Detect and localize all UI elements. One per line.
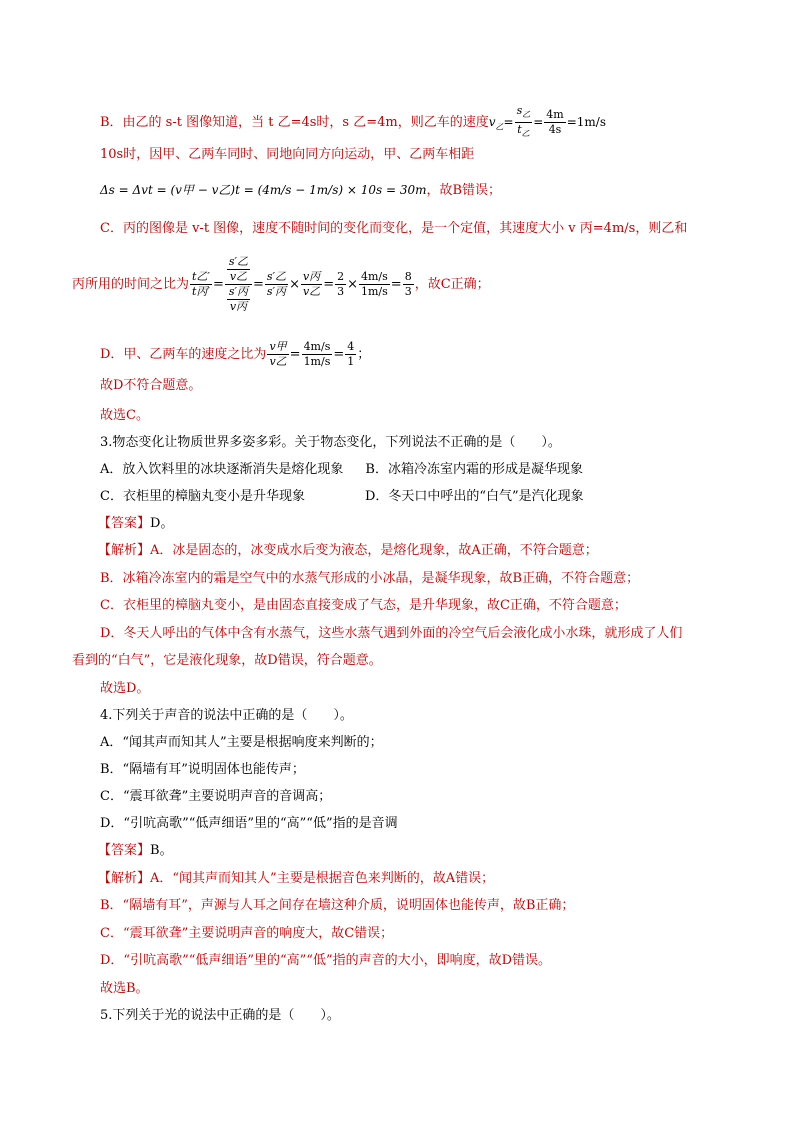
delta-s-formula: Δs = Δvt = (v甲 − v乙)t = (4m/s − 1m/s) × 10s = 30m: [100, 183, 427, 197]
q3-options-row1: [100, 461, 583, 479]
d-f2-n: 4m/s: [303, 340, 331, 353]
frac2-num: 4m: [546, 108, 564, 122]
eq-sign: =: [253, 277, 264, 292]
f3-n: s′乙: [266, 270, 287, 283]
q3-option-c: C．衣柜里的樟脑丸变小是升华现象: [100, 489, 305, 504]
analysis-label: 【解析】: [98, 871, 151, 886]
f6-d: 1m/s: [361, 285, 388, 298]
q4-option-d: D．“引吭高歌”“低声细语”里的“高”“低”指的是音调: [100, 816, 398, 831]
q2-option-b-line2: 10s时，因甲、乙两车同时、同地向同方向运动，甲、乙两车相距: [100, 147, 475, 162]
times-sign: ×: [289, 277, 300, 292]
eq-sign: =: [390, 277, 402, 292]
f4-n: v丙: [302, 270, 321, 283]
q2-option-d-line2: 故D不符合题意。: [100, 378, 202, 393]
q4-option-c: C．“震耳欲聋”主要说明声音的音调高；: [100, 789, 332, 804]
t2: t丙′: [192, 285, 210, 298]
q2-option-c-line1: C．丙的图像是 v-t 图像，速度不随时间的变化而变化，是一个定值，其速度大小 v 丙=4m/s，则乙和: [100, 221, 688, 236]
f7-d: 3: [404, 285, 412, 298]
f5-n: 2: [337, 270, 345, 283]
d-f1-n: v甲: [269, 340, 287, 353]
frac2-den: 4s: [548, 123, 562, 137]
f6-n: 4m/s: [361, 270, 388, 283]
q3-stem: 3.物态变化让物质世界多姿多彩。关于物态变化，下列说法不正确的是（ ）。: [100, 435, 561, 450]
result: =1m/s: [566, 115, 607, 130]
q3-option-a: A．放入饮料里的冰块逐渐消失是熔化现象: [100, 462, 344, 477]
q2-b-text: B．由乙的 s-t 图像知道，当 t 乙=4s时，s 乙=4m，则乙车的速度: [100, 115, 489, 131]
cd-d: v丙: [229, 300, 248, 313]
q2-c-conclusion: ，故C正确；: [414, 277, 490, 292]
fraction-s-ratio: [265, 270, 288, 299]
fraction-4ms-1ms: [359, 270, 390, 299]
cd-n: s′丙: [228, 285, 248, 298]
frac-num: s: [516, 104, 523, 117]
v-letter: v: [488, 115, 496, 130]
q2-d-text: D．甲、乙两车的速度之比为: [100, 347, 267, 362]
answer-value: D。: [150, 516, 174, 531]
fraction-4m-over-4s: [544, 108, 565, 137]
q3-analysis-c: C．衣柜里的樟脑丸变小，是由固态直接变成了气态，是升华现象，故C正确，不符合题意；: [100, 598, 627, 613]
fraction-v-jia-yi: [267, 340, 288, 369]
f5-d: 3: [337, 285, 345, 298]
frac-den-sub: 乙: [521, 129, 530, 139]
v-sub: 乙: [495, 122, 504, 132]
eq-sign: =: [212, 277, 224, 292]
v-symbol: [488, 115, 504, 132]
frac-num-sub: 乙: [522, 110, 531, 120]
q3-choose: 故选D。: [100, 681, 150, 696]
q2-c-text: 丙所用的时间之比为: [72, 277, 190, 292]
analysis-a-text: A．冰是固态的，冰变成水后变为液态，是熔化现象，故A正确，不符合题意；: [150, 543, 598, 558]
q2-b-conclusion: ，故B错误；: [426, 183, 502, 198]
q3-answer: [98, 515, 173, 533]
frac-den: t: [517, 123, 522, 137]
fraction-4ms-1ms-d: [302, 340, 333, 369]
answer-value: B。: [150, 843, 173, 858]
cn-n: s′乙: [228, 255, 248, 268]
q3-options-row2: [100, 488, 584, 506]
d-f1-d: v乙: [269, 355, 287, 368]
d-f3-n: 4: [347, 340, 355, 353]
analysis-a-text: A．“闻其声而知其人”主要是根据音色来判断的，故A错误；: [150, 871, 495, 886]
q4-stem: 4.下列关于声音的说法中正确的是（ ）。: [100, 708, 353, 723]
q3-analysis-a: [98, 542, 598, 560]
analysis-label: 【解析】: [98, 543, 151, 558]
answer-label: 【答案】: [98, 516, 151, 531]
d-f2-d: 1m/s: [303, 355, 331, 368]
q4-analysis-c: C．“震耳欲聋”主要说明声音的响度大，故C错误；: [100, 926, 394, 941]
answer-label: 【答案】: [98, 843, 151, 858]
q3-analysis-d2: 看到的“白气”，它是液化现象，故D错误，符合题意。: [72, 653, 382, 668]
cn-d: v乙: [229, 270, 248, 283]
fraction-s-over-t: [515, 104, 533, 141]
fraction-2-3: [335, 270, 346, 299]
q4-option-b: B．“隔墙有耳”说明固体也能传声；: [100, 762, 305, 777]
q4-choose: 故选B。: [100, 981, 149, 996]
eq-sign: =: [323, 277, 335, 292]
d-tail: ；: [357, 347, 371, 362]
q2-option-b-line3: [100, 181, 501, 200]
q5-stem: 5.下列关于光的说法中正确的是（ ）。: [100, 1008, 340, 1023]
q3-analysis-b: B．冰箱冷冻室内的霜是空气中的水蒸气形成的小冰晶，是凝华现象，故B正确，不符合题意；: [100, 571, 640, 586]
q3-analysis-d1: D．冬天人呼出的气体中含有水蒸气，这些水蒸气遇到外面的冷空气后会液化成小水珠，就形成了人们: [100, 626, 683, 641]
fraction-compound: [225, 255, 252, 314]
fraction-8-3: [403, 270, 414, 299]
fraction-t-ratio: [190, 270, 212, 299]
fraction-v-ratio: [301, 270, 322, 299]
eq-sign: =: [533, 115, 544, 130]
q2-option-d-line1: [100, 340, 370, 369]
q4-analysis-d: D．“引吭高歌”“低声细语”里的“高”“低”指的声音的大小，即响度，故D错误。: [100, 953, 552, 968]
q4-analysis-b: B．“隔墙有耳”，声源与人耳之间存在墙这种介质，说明固体也能传声，故B正确；: [100, 898, 575, 913]
q4-option-a: A．“闻其声而知其人”主要是根据响度来判断的；: [100, 735, 383, 750]
q3-option-b: B．冰箱冷冻室内霜的形成是凝华现象: [365, 462, 583, 477]
q2-option-c-line2: [72, 252, 490, 322]
f7-n: 8: [404, 270, 412, 283]
q4-answer: [98, 842, 173, 860]
fraction-4-1: [345, 340, 356, 369]
t1: t乙′: [192, 270, 210, 283]
eq-sign: =: [289, 347, 301, 362]
eq-sign: =: [503, 115, 514, 130]
eq-sign: =: [333, 347, 345, 362]
f4-d: v乙: [302, 285, 321, 298]
times-sign: ×: [347, 277, 358, 292]
q2-choose: 故选C。: [100, 408, 149, 423]
f3-d: s′丙: [266, 285, 287, 298]
q3-option-d: D．冬天口中呼出的“白气”是汽化现象: [364, 489, 584, 504]
q2-option-b-line1: [100, 104, 606, 141]
q4-analysis-a: [98, 870, 494, 888]
d-f3-d: 1: [347, 355, 355, 368]
